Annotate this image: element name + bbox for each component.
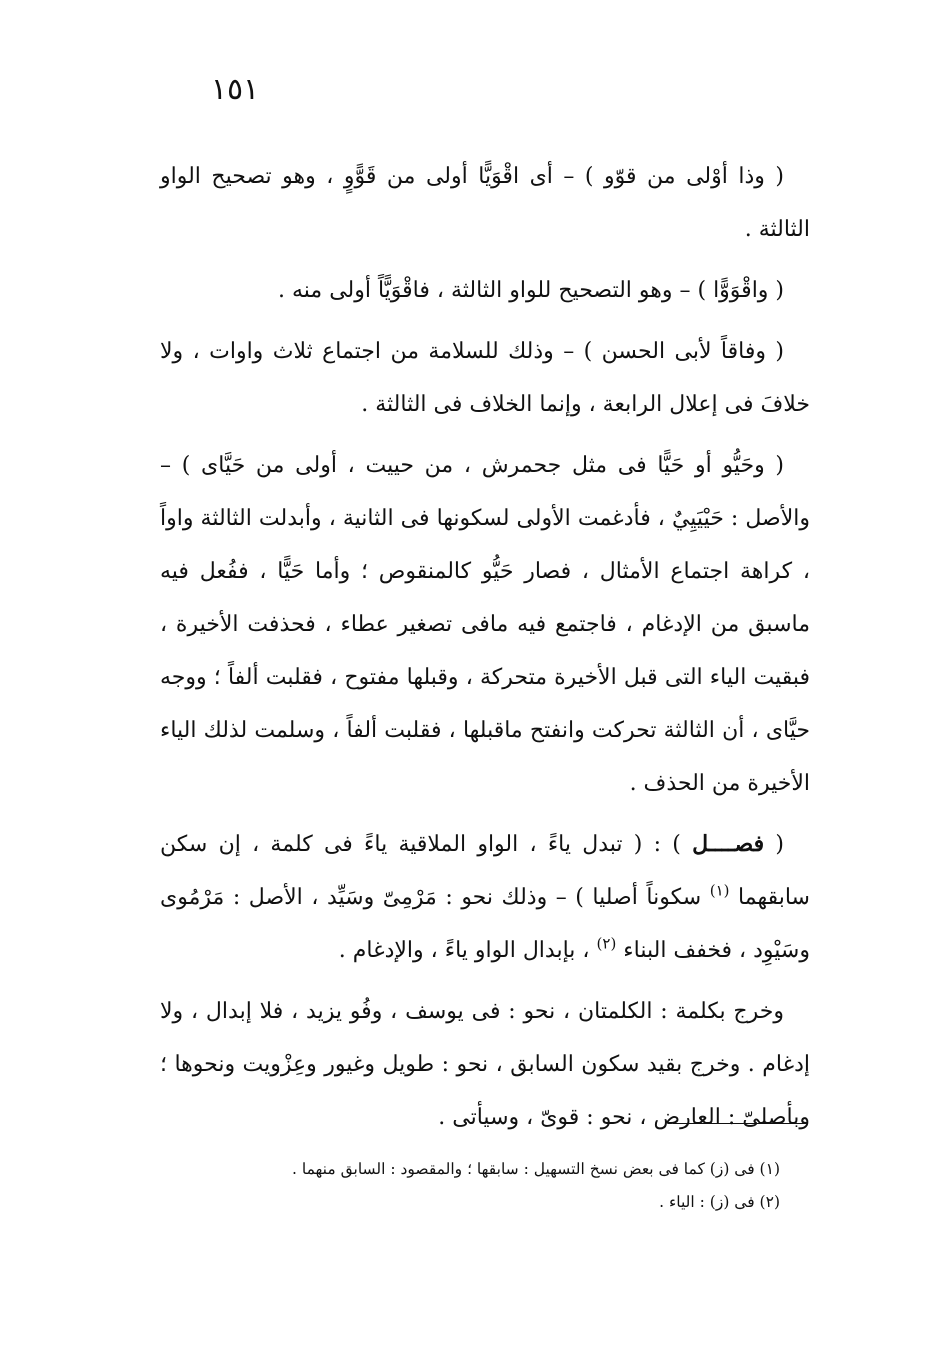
paragraph: ( واقْوَوًّا ) – وهو التصحيح للواو الثالثة ، فاقْوَيًّاً أولى منه . <box>278 278 784 303</box>
footnote-ref[interactable]: (٢) <box>596 934 617 953</box>
paragraph: ( وحَيُّو أو حَيًّا فى مثل جحمرش ، من حييت ، أولى من حَيَّاى ) – والأصل : حَيْيَيِيٌ ، فأدغمت الأولى لسكونها فى الثانية ، وأبدلت الثالثة واواً ، كراهة اجتماع الأمثال ، فصار حَيُّو كالمنقوص ؛ وأما حَيًّا ، ففُعل فيه ماسبق من الإدغام ، فاجتمع فيه مافى تصغير عطاء ، فحذفت الأخيرة ، فبقيت الياء التى قبل الأخيرة متحركة ، وقبلها مفتوح ، فقلبت ألفاً ؛ ووجه حيَّاى ، أن الثالثة تحركت وانفتح ماقبلها ، فقلبت ألفاً ، وسلمت لذلك الياء الأخيرة من الحذف . <box>160 453 810 796</box>
main-text <box>160 150 810 1152</box>
page-number: ١٥١ <box>210 72 260 107</box>
section-text-part: ( تبدل ياءً ، الواو الملاقية ياءً فى كلمة ، إن سكن سابقهما <box>160 832 810 910</box>
paragraph: ( وذا أوْلى من قوّو ) – أى اقْوَيًّا أولى من قَوًّوٍ ، وهو تصحيح الواو الثالثة . <box>160 164 810 242</box>
paragraph: وخرج بكلمة : الكلمتان ، نحو : فى يوسف ، وفُو يزيد ، فلا إبدال ، ولا إدغام . وخرج بقيد سكون السابق ، نحو : طويل وغيور وعِزْويت ونحوها ؛ وبأصلىّ : العارض ، نحو : قوىّ ، وسيأتى . <box>160 999 810 1130</box>
section-text-part: سكوناً أصليا ) – وذلك نحو : مَرْمِىّ وسَيِّد ، الأصل : مَرْمُوى وسَيْوِد ، فخفف البناء <box>160 885 810 963</box>
footnote: (٢) فى (ز) : الياء . <box>659 1193 780 1211</box>
section-heading: فصــــل <box>692 831 765 857</box>
paragraph: ( وفاقاً لأبى الحسن ) – وذلك للسلامة من اجتماع ثلاث واوات ، ولا خلافَ فى إعلال الرابعة ، وإنما الخلاف فى الثالثة . <box>160 339 810 417</box>
section-close-paren: ) : <box>642 832 693 857</box>
footnotes <box>160 1153 810 1219</box>
section-open-paren: ( <box>764 832 784 857</box>
footnote-ref[interactable]: (١) <box>709 881 730 900</box>
section-text-part: ، بإبدال الواو ياءً ، والإدغام . <box>338 938 597 963</box>
section-paragraph <box>160 818 810 977</box>
footnote-divider <box>673 1123 808 1124</box>
footnote: (١) فى (ز) كما فى بعض نسخ التسهيل : سابقها ؛ والمقصود : السابق منهما . <box>292 1160 780 1178</box>
